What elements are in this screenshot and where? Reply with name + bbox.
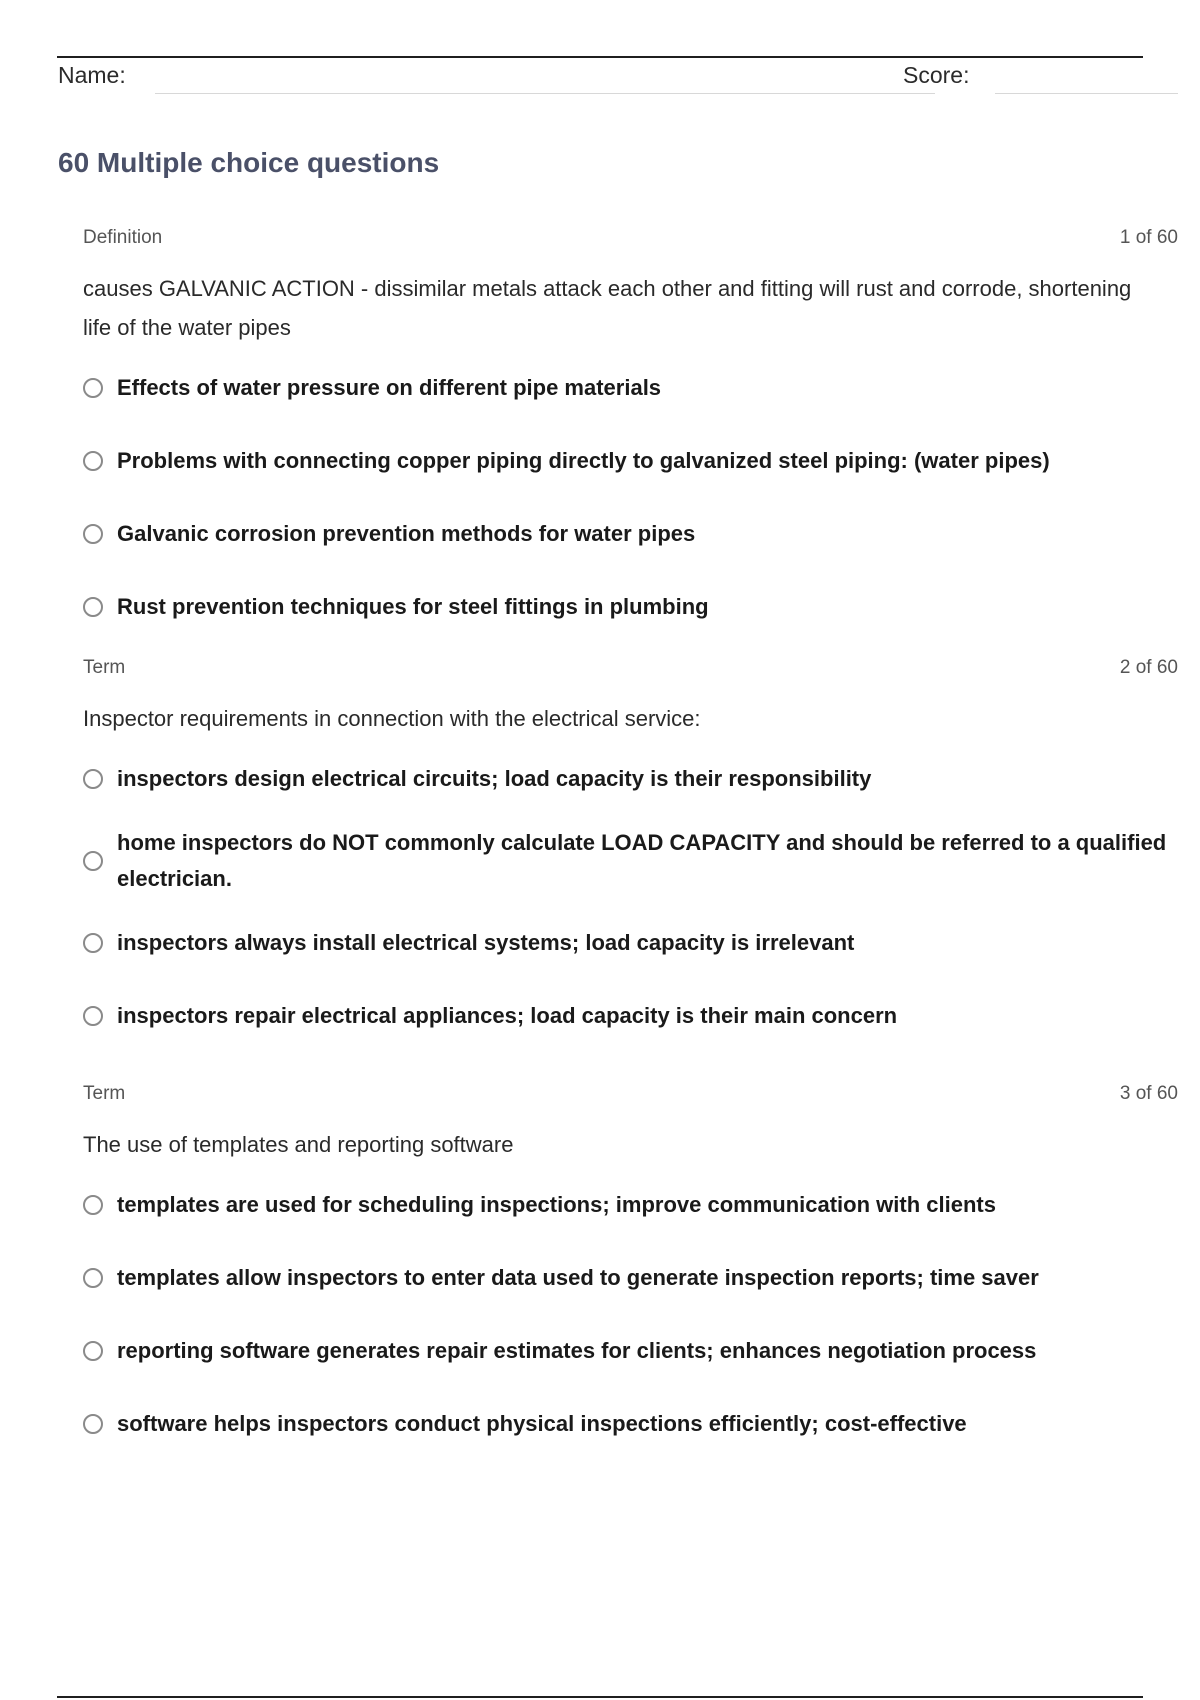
radio-button[interactable]: [83, 769, 103, 789]
radio-button[interactable]: [83, 1341, 103, 1361]
question-prompt: causes GALVANIC ACTION - dissimilar metals attack each other and fitting will rust and corrode, shortening life of the water pipes: [83, 276, 1132, 340]
radio-button[interactable]: [83, 1268, 103, 1288]
question-card: [83, 1083, 1178, 1470]
option-label: home inspectors do NOT commonly calculate LOAD CAPACITY and should be referred to a qualified electrician.: [117, 830, 1167, 891]
radio-button[interactable]: [83, 524, 103, 544]
answer-option[interactable]: [83, 1324, 1178, 1378]
option-label: Rust prevention techniques for steel fittings in plumbing: [117, 594, 709, 619]
question-prompt: Inspector requirements in connection with the electrical service:: [83, 706, 701, 731]
option-label: templates are used for scheduling inspections; improve communication with clients: [117, 1192, 996, 1217]
option-label: Problems with connecting copper piping directly to galvanized steel piping: (water pipes): [117, 448, 1050, 473]
option-label: inspectors design electrical circuits; load capacity is their responsibility: [117, 766, 872, 791]
question-header: [83, 1083, 1178, 1109]
radio-button[interactable]: [83, 933, 103, 953]
question-header: [83, 657, 1178, 683]
answer-option[interactable]: [83, 434, 1178, 488]
question-counter: 3 of 60: [1119, 1083, 1178, 1104]
header-row: [58, 60, 1178, 96]
option-label: reporting software generates repair estimates for clients; enhances negotiation process: [117, 1338, 1037, 1363]
top-rule: [57, 56, 1143, 58]
answer-option[interactable]: [83, 916, 1178, 970]
options-list: [83, 1178, 1178, 1451]
options-list: [83, 361, 1178, 634]
question-card: [83, 227, 1178, 653]
option-label: templates allow inspectors to enter data used to generate inspection reports; time saver: [117, 1265, 1039, 1290]
radio-button[interactable]: [83, 1414, 103, 1434]
question-type: Definition: [83, 227, 163, 248]
option-label: Galvanic corrosion prevention methods for water pipes: [117, 521, 696, 546]
answer-option[interactable]: [83, 580, 1178, 634]
radio-button[interactable]: [83, 1195, 103, 1215]
answer-option[interactable]: [83, 1397, 1178, 1451]
question-type: Term: [83, 657, 126, 678]
radio-button[interactable]: [83, 597, 103, 617]
bottom-rule: [57, 1696, 1143, 1698]
answer-option[interactable]: [83, 825, 1178, 897]
section-title: 60 Multiple choice questions: [58, 147, 440, 178]
name-field[interactable]: [155, 93, 935, 94]
question-header: [83, 227, 1178, 253]
question-counter: 2 of 60: [1119, 657, 1178, 678]
option-label: inspectors repair electrical appliances; load capacity is their main concern: [117, 1003, 898, 1028]
radio-button[interactable]: [83, 451, 103, 471]
options-list: [83, 752, 1178, 1043]
question-type: Term: [83, 1083, 126, 1104]
radio-button[interactable]: [83, 378, 103, 398]
question-counter: 1 of 60: [1119, 227, 1178, 248]
question-prompt: The use of templates and reporting software: [83, 1132, 514, 1157]
option-label: Effects of water pressure on different pipe materials: [117, 375, 662, 400]
answer-option[interactable]: [83, 361, 1178, 415]
score-label: Score:: [903, 62, 970, 88]
answer-option[interactable]: [83, 989, 1178, 1043]
option-label: inspectors always install electrical systems; load capacity is irrelevant: [117, 930, 855, 955]
score-field[interactable]: [995, 93, 1178, 94]
answer-option[interactable]: [83, 1251, 1178, 1305]
answer-option[interactable]: [83, 1178, 1178, 1232]
answer-option[interactable]: [83, 752, 1178, 806]
option-label: software helps inspectors conduct physical inspections efficiently; cost-effective: [117, 1411, 967, 1436]
name-label: Name:: [58, 62, 126, 88]
question-card: [83, 657, 1178, 1062]
answer-option[interactable]: [83, 507, 1178, 561]
radio-button[interactable]: [83, 851, 103, 871]
radio-button[interactable]: [83, 1006, 103, 1026]
